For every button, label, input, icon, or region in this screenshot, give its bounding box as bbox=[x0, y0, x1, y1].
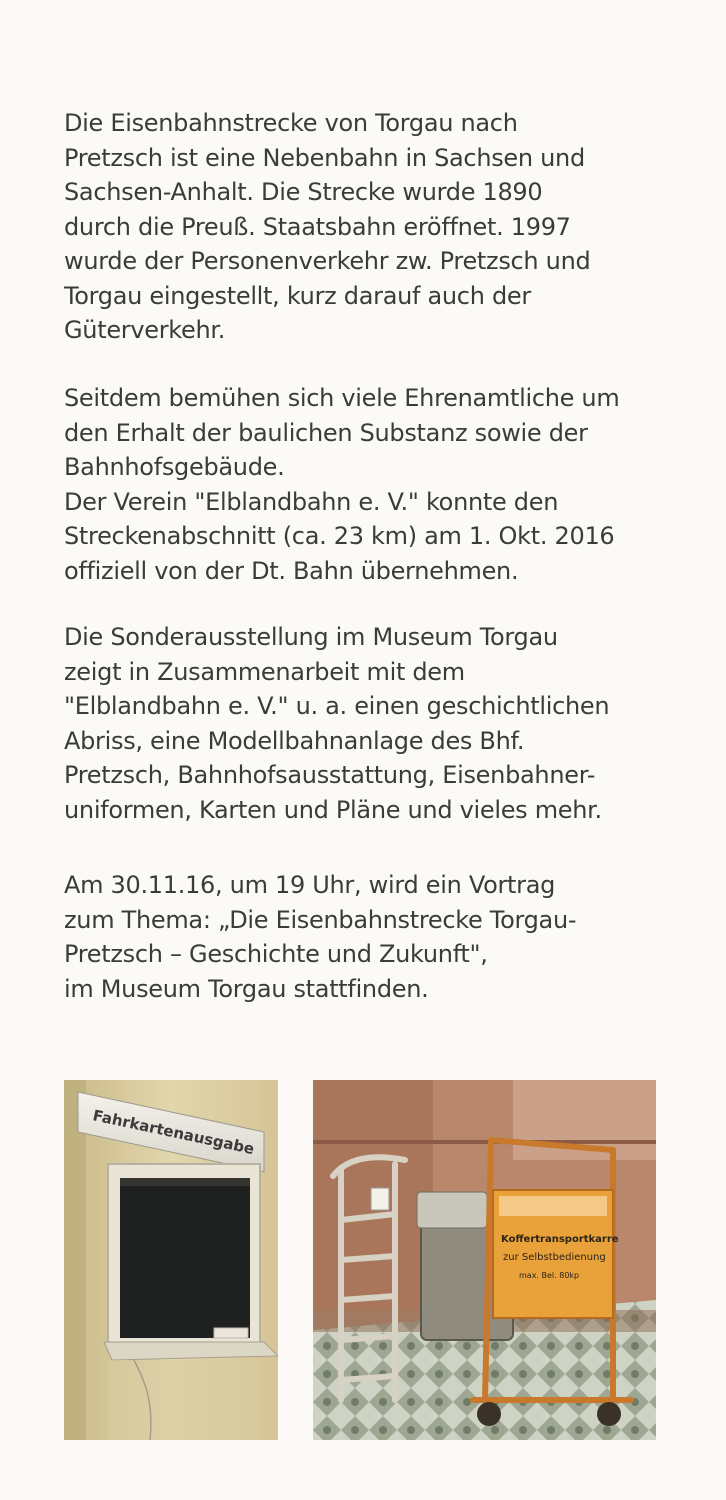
text-line: Bahnhofsgebäude. bbox=[64, 453, 285, 481]
text-line: den Erhalt der baulichen Substanz sowie der bbox=[64, 418, 588, 447]
text-line: Güterverkehr. bbox=[64, 316, 226, 344]
text-line: Seitdem bemühen sich viele Ehrenamtliche um bbox=[64, 384, 620, 412]
text-line: im Museum Torgau stattfinden. bbox=[64, 974, 429, 1003]
ticket-window-photo bbox=[64, 1080, 278, 1440]
paragraph-lecture bbox=[64, 868, 694, 1006]
luggage-cart-photo bbox=[313, 1080, 656, 1440]
paragraph-exhibition bbox=[64, 620, 694, 827]
cart-sign-line: max. Bel. 80kp bbox=[519, 1271, 580, 1280]
text-line: Sachsen-Anhalt. Die Strecke wurde 1890 bbox=[64, 178, 543, 206]
text-line: durch die Preuß. Staatsbahn eröffnet. 1997 bbox=[64, 212, 571, 241]
text-line: Die Sonderausstellung im Museum Torgau bbox=[64, 623, 558, 651]
text-line: Streckenabschnitt (ca. 23 km) am 1. Okt. 2016 bbox=[64, 522, 615, 550]
cart-sign-line: zur Selbstbedienung bbox=[503, 1252, 606, 1263]
text-line: Pretzsch ist eine Nebenbahn in Sachsen und bbox=[64, 143, 585, 172]
text-line: Der Verein "Elblandbahn e. V." konnte den bbox=[64, 487, 559, 516]
luggage-cart-illustration bbox=[313, 1080, 656, 1440]
text-line: wurde der Personenverkehr zw. Pretzsch und bbox=[64, 247, 591, 275]
text-line: Abriss, eine Modellbahnanlage des Bhf. bbox=[64, 726, 525, 755]
text-line: uniformen, Karten und Pläne und vieles mehr. bbox=[64, 795, 602, 824]
text-line: Pretzsch – Geschichte und Zukunft", bbox=[64, 940, 488, 968]
sign-text: Fahrkartenausgabe bbox=[91, 1106, 256, 1159]
text-line: Am 30.11.16, um 19 Uhr, wird ein Vortrag bbox=[64, 871, 556, 899]
text-line: Pretzsch, Bahnhofsausstattung, Eisenbahner- bbox=[64, 761, 596, 789]
ticket-window-illustration bbox=[64, 1080, 278, 1440]
text-line: "Elblandbahn e. V." u. a. einen geschichtlichen bbox=[64, 692, 610, 720]
text-line: Die Eisenbahnstrecke von Torgau nach bbox=[64, 109, 518, 137]
paragraph-association bbox=[64, 381, 694, 588]
paragraph-history bbox=[64, 106, 694, 348]
cart-sign-line: Koffertransportkarre bbox=[501, 1234, 619, 1245]
text-line: offiziell von der Dt. Bahn übernehmen. bbox=[64, 556, 519, 585]
text-line: zeigt in Zusammenarbeit mit dem bbox=[64, 657, 465, 686]
text-line: zum Thema: „Die Eisenbahnstrecke Torgau- bbox=[64, 905, 577, 934]
text-line: Torgau eingestellt, kurz darauf auch der bbox=[64, 281, 531, 310]
